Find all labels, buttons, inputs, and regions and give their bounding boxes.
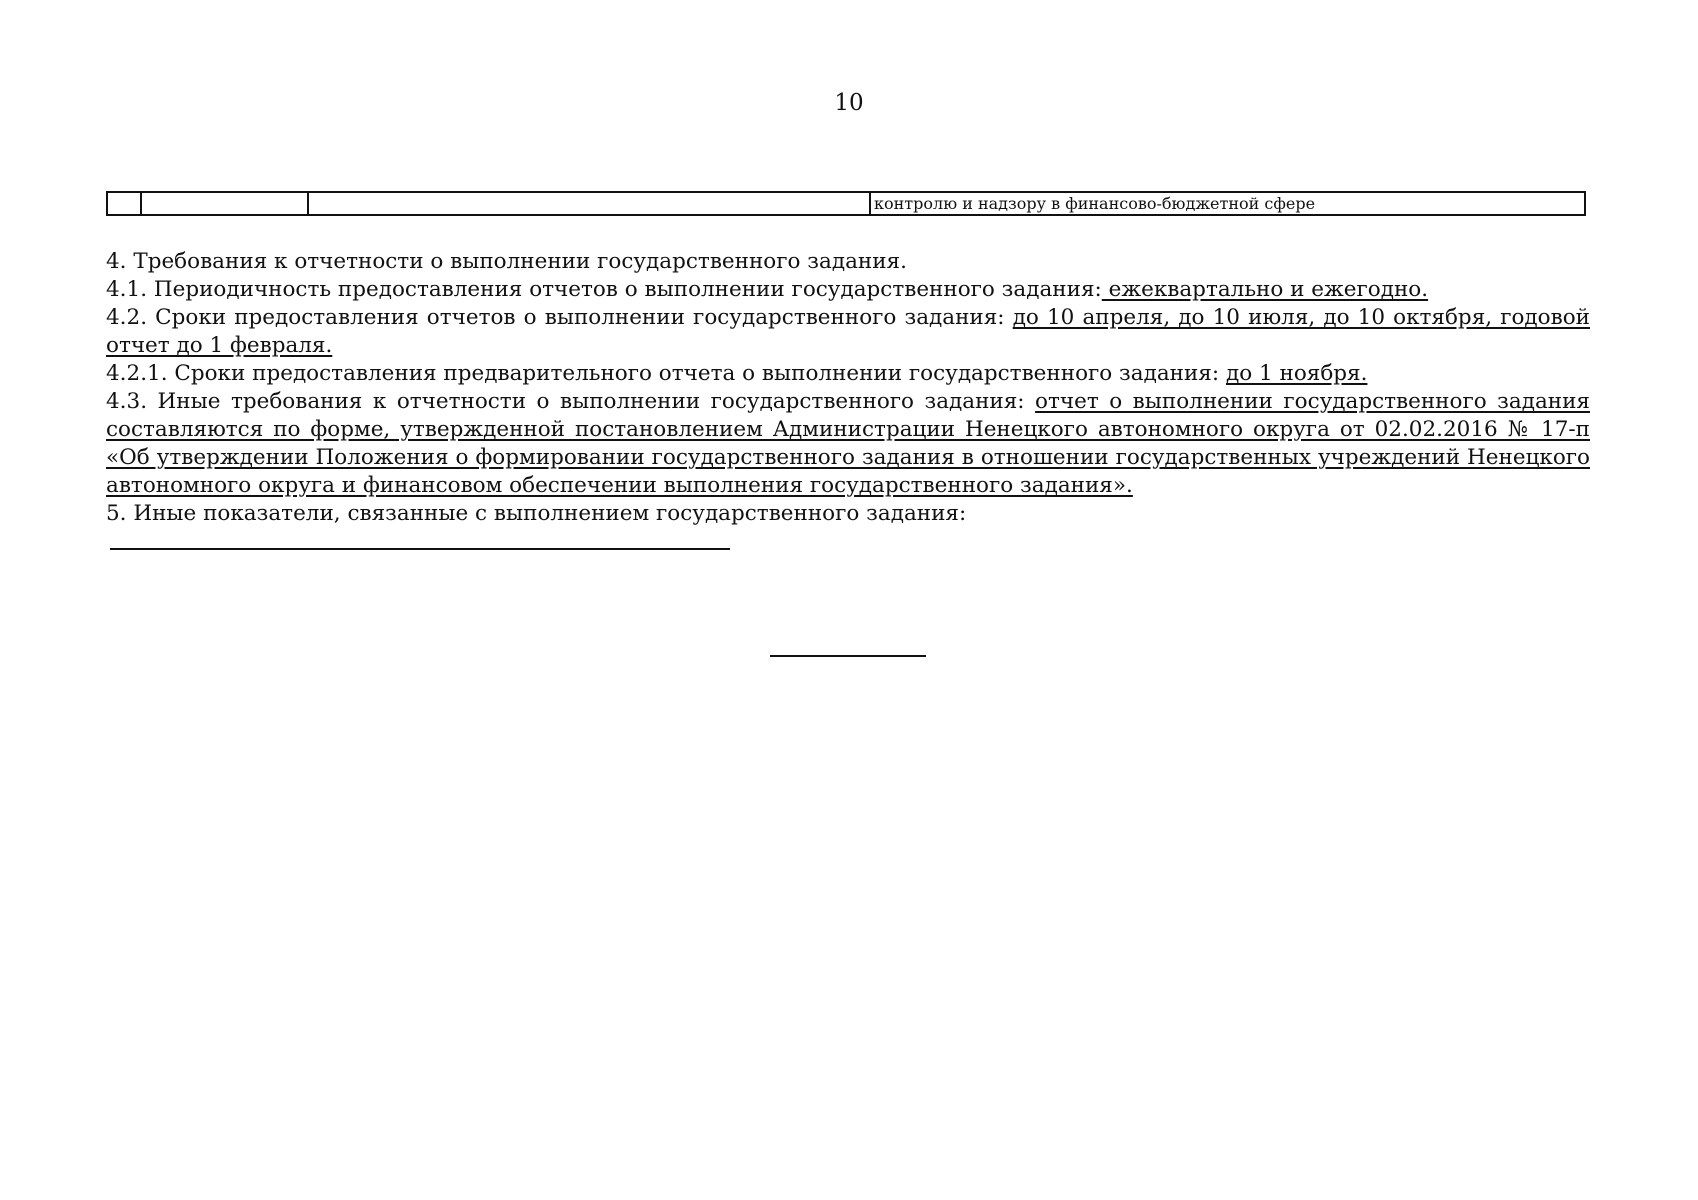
section-5 <box>106 500 1590 558</box>
reporting-requirements-section <box>106 248 1590 558</box>
blank-fill-line <box>110 528 730 550</box>
item-4-3 <box>106 388 1590 500</box>
item-4-3-label: 4.3. Иные требования к отчетности о выполнении государственного задания: <box>106 389 1036 414</box>
section-4-heading: 4. Требования к отчетности о выполнении государственного задания. <box>106 249 907 274</box>
table-cell-2 <box>141 192 308 215</box>
item-4-1-value: ежеквартально и ежегодно. <box>1101 277 1429 302</box>
table-continuation <box>106 191 1586 216</box>
item-4-2 <box>106 304 1590 360</box>
end-separator-line <box>770 655 926 657</box>
table-cell-3 <box>308 192 870 215</box>
table-cell-1 <box>107 192 141 215</box>
item-4-3-value: отчет о выполнении государственного задания составляются по форме, утвержденной постановлением Администрации Ненецкого автономного округа от 02.02.2016 № 17-п «Об утверждении Положения о формировании государственного задания в отношении государственных учреждений Ненецкого автономного округа и финансовом обеспечении выполнения государственного задания». <box>106 389 1590 498</box>
item-4-1-label: 4.1. Периодичность предоставления отчетов о выполнении государственного задания: <box>106 277 1102 302</box>
item-4-2-1 <box>106 360 1590 388</box>
item-4-2-1-value: до 1 ноября. <box>1225 361 1368 386</box>
item-4-1 <box>106 276 1590 304</box>
item-4-2-value: до 10 апреля, до 10 июля, до 10 октября, годовой отчет до 1 февраля. <box>106 305 1590 358</box>
page-number: 10 <box>834 90 864 116</box>
table-row <box>107 192 1585 215</box>
item-4-2-label: 4.2. Сроки предоставления отчетов о выполнении государственного задания: <box>106 305 1013 330</box>
table-cell-4: контролю и надзору в финансово-бюджетной сфере <box>870 192 1585 215</box>
section-5-label: 5. Иные показатели, связанные с выполнением государственного задания: <box>106 501 967 526</box>
item-4-2-1-label: 4.2.1. Сроки предоставления предварительного отчета о выполнении государственного задания: <box>106 361 1226 386</box>
